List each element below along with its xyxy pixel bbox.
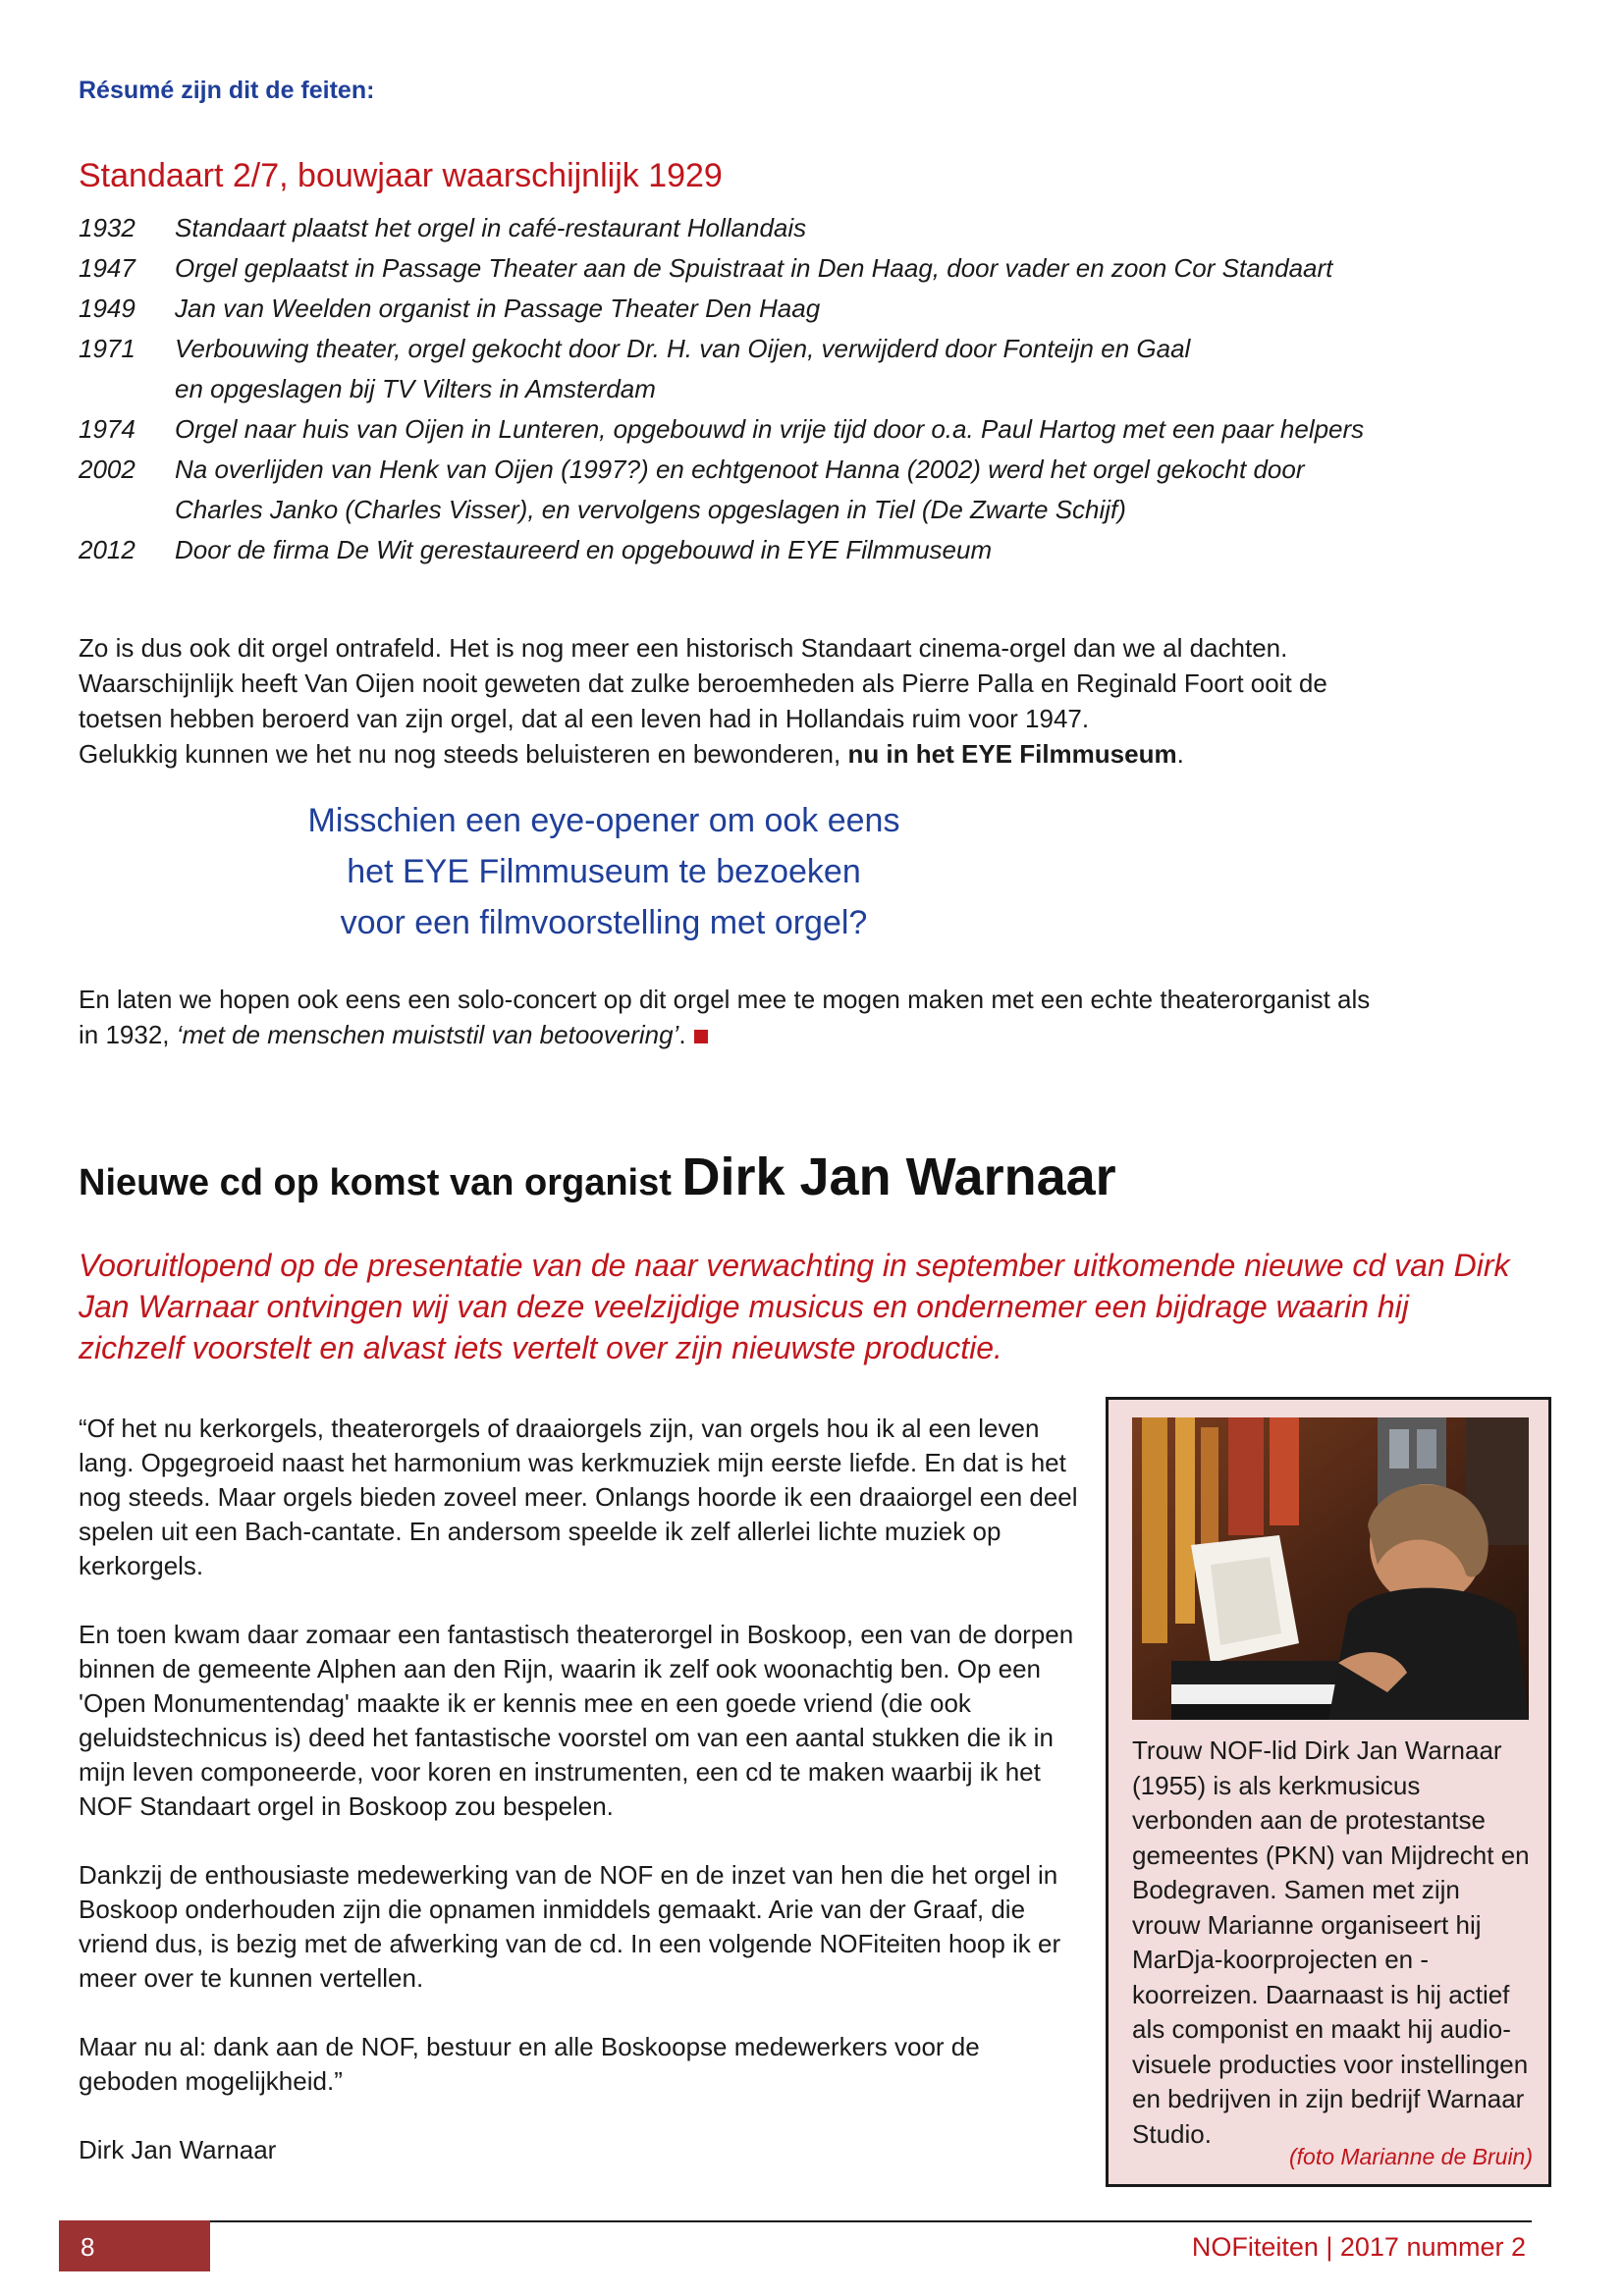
timeline-text: Jan van Weelden organist in Passage Theater Den Haag [175, 294, 821, 323]
section-title-prefix: Nieuwe cd op komst van organist [79, 1162, 682, 1203]
organist-photo [1132, 1417, 1529, 1720]
photo-credit: (foto Marianne de Bruin) [1288, 2144, 1533, 2169]
timeline-row [79, 530, 1551, 570]
paragraph-text: Gelukkig kunnen we het nu nog steeds beluisteren en bewonderen, [79, 739, 848, 769]
timeline-year: 2012 [79, 535, 135, 564]
end-mark-icon [694, 1030, 708, 1043]
photo-caption: Trouw NOF-lid Dirk Jan Warnaar (1955) is als kerkmusicus verbonden aan de protestantse gemeentes (PKN) van Mijdrecht en Bodegraven. Samen met zijn vrouw Marianne organiseert hij MarDja-koorprojecten en -koorreizen. Daarnaast is hij actief als componist en maakt hij audio-visuele producties voor instellingen en bedrijven in zijn bedrijf Warnaar Studio. [1132, 1735, 1530, 2149]
timeline-row [79, 208, 1551, 248]
timeline-text: Orgel geplaatst in Passage Theater aan de Spuistraat in Den Haag, door vader en zoon Cor Standaart [175, 253, 1333, 283]
paragraph-line [79, 736, 1532, 772]
section-title-name: Dirk Jan Warnaar [681, 1148, 1116, 1206]
timeline-year: 2002 [79, 454, 135, 484]
timeline-row [79, 409, 1551, 450]
body-paragraph: En toen kwam daar zomaar een fantastisch theaterorgel in Boskoop, een van de dorpen binnen de gemeente Alphen aan den Rijn, waarin ik zelf ook woonachtig ben. Op een 'Open Monumentendag' maakte ik er kennis mee en een goede vriend (die ook geluidstechnicus is) deed het fantastische voorstel om van een aantal stukken die ik in mijn leven componeerde, voor koren en instrumenten, een cd te maken waarbij ik het NOF Standaart orgel in Boskoop zou bespelen. [79, 1620, 1074, 1821]
publication-footer: NOFiteiten | 2017 nummer 2 [1191, 2232, 1526, 2262]
paragraph-text: in 1932, [79, 1020, 177, 1049]
paragraph-line: En laten we hopen ook eens een solo-concert op dit orgel mee te mogen maken met een echte theaterorganist als [79, 985, 1371, 1014]
timeline-text: Na overlijden van Henk van Oijen (1997?) en echtgenoot Hanna (2002) werd het orgel gekocht door [175, 454, 1305, 484]
timeline-year: 1947 [79, 253, 135, 283]
timeline-year: 1949 [79, 294, 135, 323]
timeline-text-continued: en opgeslagen bij TV Vilters in Amsterdam [175, 374, 656, 403]
page-number: 8 [81, 2232, 95, 2262]
standaart-title: Standaart 2/7, bouwjaar waarschijnlijk 1929 [79, 157, 723, 194]
paragraph-line [79, 1017, 1532, 1052]
body-paragraph: Dankzij de enthousiaste medewerking van de NOF en de inzet van hen die het orgel in Boskoop onderhouden zijn die opnamen inmiddels gemaakt. Arie van der Graaf, die vriend dus, is bezig met de afwerking van de cd. In een volgende NOFiteiten hoop ik er meer over te kunnen vertellen. [79, 1860, 1061, 1993]
orgel-conclusion-paragraph [79, 630, 1532, 772]
author-signature: Dirk Jan Warnaar [79, 2135, 277, 2164]
timeline-row [79, 329, 1551, 369]
eye-opener-quote [0, 795, 1208, 948]
photo-sidebar [1106, 1397, 1551, 2187]
intro-paragraph: Vooruitlopend op de presentatie van de naar verwachting in september uitkomende nieuwe cd van Dirk Jan Warnaar ontvingen wij van deze veelzijdige musicus en ondernemer een bijdrage waarin hij zichzelf voorstelt en alvast iets vertelt over zijn nieuwste productie. [79, 1248, 1510, 1365]
article-body [79, 1412, 1080, 2202]
eye-filmmuseum-bold: nu in het EYE Filmmuseum [847, 739, 1177, 769]
body-paragraph: “Of het nu kerkorgels, theaterorgels of draaiorgels zijn, van orgels hou ik al een leven lang. Opgegroeid naast het harmonium was kerkmuziek mijn eerste liefde. En dat is het nog steeds. Maar orgels bieden zoveel meer. Onlangs hoorde ik een draaiorgel een deel spelen uit een Bach-cantate. En andersom speelde ik zelf allerlei lichte muziek op kerkorgels. [79, 1414, 1078, 1580]
timeline-text: Orgel naar huis van Oijen in Lunteren, opgebouwd in vrije tijd door o.a. Paul Hartog met een paar helpers [175, 414, 1365, 444]
timeline-text-continued: Charles Janko (Charles Visser), en vervolgens opgeslagen in Tiel (De Zwarte Schijf) [175, 495, 1126, 524]
timeline [79, 208, 1551, 570]
timeline-text: Standaart plaatst het orgel in café-restaurant Hollandais [175, 213, 807, 242]
timeline-text: Door de firma De Wit gerestaureerd en opgebouwd in EYE Filmmuseum [175, 535, 993, 564]
footer-divider [59, 2220, 1532, 2222]
timeline-text: Verbouwing theater, orgel gekocht door Dr. H. van Oijen, verwijderd door Fonteijn en Gaal [175, 334, 1191, 363]
timeline-year: 1971 [79, 334, 135, 363]
timeline-year: 1974 [79, 414, 135, 444]
timeline-row [79, 289, 1551, 329]
quote-line: Misschien een eye-opener om ook eens [307, 802, 900, 839]
timeline-year: 1932 [79, 213, 135, 242]
resume-heading: Résumé zijn dit de feiten: [79, 77, 375, 104]
section-title [79, 1147, 1116, 1207]
page-number-box [59, 2220, 210, 2271]
paragraph-line: Waarschijnlijk heeft Van Oijen nooit geweten dat zulke beroemheden als Pierre Palla en Reginald Foort ooit de [79, 668, 1327, 698]
solo-concert-paragraph [79, 982, 1532, 1052]
body-paragraph: Maar nu al: dank aan de NOF, bestuur en alle Boskoopse medewerkers voor de geboden mogelijkheid.” [79, 2032, 980, 2096]
quote-line: het EYE Filmmuseum te bezoeken [347, 853, 861, 890]
paragraph-text: . [1176, 739, 1184, 769]
timeline-row [79, 450, 1551, 490]
paragraph-line: Zo is dus ook dit orgel ontrafeld. Het is nog meer een historisch Standaart cinema-orgel dan we al dachten. [79, 633, 1288, 663]
paragraph-text: . [678, 1020, 686, 1049]
quote-italic: ‘met de menschen muiststil van betoovering’ [176, 1020, 679, 1049]
quote-line: voor een filmvoorstelling met orgel? [340, 904, 868, 941]
timeline-row [79, 248, 1551, 289]
paragraph-line: toetsen hebben beroerd van zijn orgel, dat al een leven had in Hollandais ruim voor 1947. [79, 704, 1090, 733]
